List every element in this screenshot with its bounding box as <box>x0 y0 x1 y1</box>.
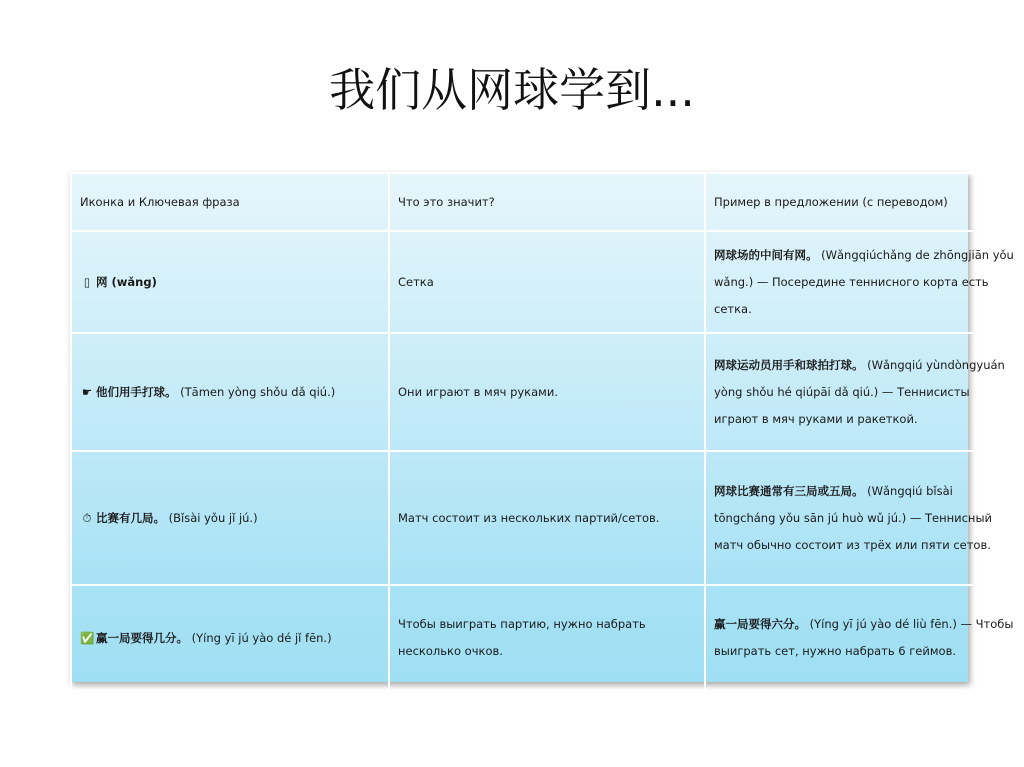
example-translation: (Yíng yī jú yào dé liù fēn.) — Чтобы выиграть сет, нужно набрать 6 геймов. <box>714 617 1014 658</box>
example-zh: 赢一局要得六分。 <box>714 617 806 631</box>
phrase-zh: 赢一局要得几分。 <box>96 630 188 645</box>
check-target-icon: ✅ <box>80 630 95 645</box>
table-row <box>71 231 1023 333</box>
phrase-zh: 他们用手打球。 <box>96 384 177 399</box>
header-icon-phrase: Иконка и Ключевая фраза <box>71 173 389 231</box>
example-cell <box>705 585 1023 691</box>
table-row <box>71 451 1023 585</box>
example-zh: 网球场的中间有网。 <box>714 247 818 262</box>
example-translation: (Wǎngqiúchǎng de zhōngjiān yǒu wǎng.) — Посередине теннисного корта есть сетка. <box>714 247 1014 316</box>
meaning-cell: Сетка <box>389 231 705 333</box>
example-translation: (Wǎngqiú bǐsài tōngcháng yǒu sān jú huò wǔ jú.) — Теннисный матч обычно состоит из трёх или пяти сетов. <box>714 483 993 552</box>
phrase-cell <box>71 231 389 333</box>
phrase-pinyin: (Tāmen yòng shǒu dǎ qiú.) <box>180 384 336 399</box>
header-meaning: Что это значит? <box>389 173 705 231</box>
table-header-row <box>71 173 1023 231</box>
vocabulary-table-grid <box>70 172 1024 692</box>
phrase-zh: 比赛有几局。 <box>96 510 165 525</box>
slide-title: 我们从网球学到... <box>329 63 695 117</box>
example-zh: 网球运动员用手和球拍打球。 <box>714 357 864 372</box>
phrase-zh: 网 (wǎng) <box>96 274 157 289</box>
example-cell <box>705 451 1023 585</box>
phrase-cell <box>71 585 389 691</box>
example-zh: 网球比赛通常有三局或五局。 <box>714 483 864 498</box>
phrase-pinyin: (Yíng yī jú yào dé jǐ fēn.) <box>191 630 332 645</box>
header-example: Пример в предложении (с переводом) <box>705 173 1023 231</box>
example-cell <box>705 231 1023 333</box>
stopwatch-icon: ⏱ <box>82 510 92 525</box>
example-translation: (Wǎngqiú yùndòngyuán yòng shǒu hé qiúpāi dǎ qiú.) — Теннисисты играют в мяч руками и ракеткой. <box>714 357 1005 426</box>
meaning-cell: Матч состоит из нескольких партий/сетов. <box>389 451 705 585</box>
table-row <box>71 333 1023 451</box>
meaning-cell: Они играют в мяч руками. <box>389 333 705 451</box>
meaning-cell: Чтобы выиграть партию, нужно набрать несколько очков. <box>389 585 705 691</box>
hand-icon: ☛ <box>81 384 93 399</box>
phrase-cell <box>71 333 389 451</box>
phrase-pinyin: (Bǐsài yǒu jǐ jú.) <box>168 510 258 525</box>
box-icon: ▯ <box>83 274 91 289</box>
vocabulary-table <box>70 172 1014 682</box>
table-row <box>71 585 1023 691</box>
example-cell <box>705 333 1023 451</box>
phrase-cell <box>71 451 389 585</box>
